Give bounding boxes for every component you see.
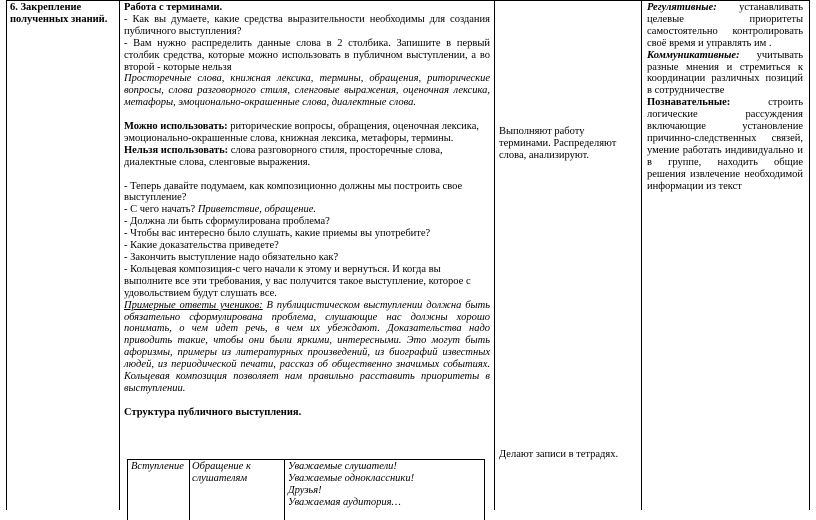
question: - Как вы думаете, какие средства выразительности необходимы для создания публичного выступления? — [124, 13, 490, 37]
question: - Чтобы вас интересно было слушать, какие приемы вы употребите? — [124, 228, 431, 240]
column-divider — [494, 0, 495, 510]
example-line: Друзья! — [288, 484, 322, 496]
example-line: Уважаемые одноклассники! — [288, 472, 415, 484]
regulative-text: устанавливать целевые приоритеты самостоятельно контролировать своё время и управлять им . — [647, 2, 803, 49]
forbidden-label: Нельзя использовать: — [124, 144, 229, 156]
column-divider — [119, 0, 120, 510]
stage-title: 6. Закрепление полученных знаний. — [10, 2, 108, 25]
forbidden-words — [124, 145, 490, 169]
cognitive-uud — [647, 97, 803, 192]
example-line: Уважаемые слушатели! — [288, 461, 397, 472]
question: - Теперь давайте подумаем, как композиционно должны мы построить свое выступление? — [124, 180, 463, 204]
allowed-text: риторические вопросы, обращения, оценочная лексика, эмоционально-окрашенные слова, книжная лексика, метафоры, термины. — [124, 121, 479, 144]
column-divider — [641, 0, 642, 510]
question: - Кольцевая композиция-с чего начали к этому и вернуться. И когда вы выполните все эти требования, у вас получится такое выступление, которое с удовольствием будут слушать все. — [124, 263, 471, 299]
task-instruction: - Вам нужно распределить данные слова в 2 столбика. Запишите в первый столбик средства, которые можно использовать в публичном выступлении, а во второй - которые нельзя — [124, 37, 490, 73]
question: - Закончить выступление надо обязательно как? — [124, 252, 339, 263]
communicative-text: учитывать разные мнения и стремиться к координации различных позиций в сотрудничестве — [647, 49, 803, 97]
section-heading: Работа с терминами. — [124, 2, 223, 13]
table-right-border — [809, 0, 810, 510]
regulative-label: Регулятивные: — [647, 2, 717, 13]
question-text: - С чего начать? — [124, 204, 198, 216]
allowed-words — [124, 121, 490, 145]
sample-answers — [124, 300, 490, 395]
student-activity-cell — [499, 449, 629, 461]
sample-answers-label: Примерные ответы учеников: — [124, 299, 263, 311]
structure-element: Обращение к слушателям — [192, 461, 251, 484]
question-answer: Приветствие, обращение. — [197, 204, 317, 216]
forbidden-text: слова разговорного стиля, просторечные слова, диалектные слова, сленговые выражения. — [124, 144, 443, 168]
question — [124, 204, 490, 216]
sample-answers-text: В публицистическом выступлении должна быть обязательно сформулирована проблема, слушающие нас должны хорошо понимать, о чем идет речь, в чем их убеждают. Доказательства надо приводить такие, чтобы они были яркими, интересными. Это могут быть афоризмы, примеры из литературных произведений, из биографий известных людей, из периодической печати, рассказ об общественно значимых событиях. Кольцевая композиция позволяет нам правильно расставить приоритеты в выступлении. — [124, 299, 491, 394]
question: - Должна ли быть сформулирована проблема? — [124, 216, 330, 228]
table-top-border — [6, 0, 810, 1]
structure-table — [123, 459, 490, 519]
communicative-label: Коммуникативные: — [647, 49, 740, 61]
teacher-activity-cell — [124, 2, 490, 419]
question: - Какие доказательства приведете? — [124, 240, 279, 252]
regulative-uud — [647, 2, 803, 50]
example-line: Уважаемая аудитория… — [288, 496, 401, 508]
table-left-border — [6, 0, 7, 510]
word-list: Просторечные слова, книжная лексика, термины, обращения, риторические вопросы, слова разговорного стиля, сленговые выражения, оценочная лексика, метафоры, эмоционально-окрашенные слова, диалектные слова. — [124, 73, 490, 109]
communicative-uud — [647, 50, 803, 98]
student-activity-cell — [499, 126, 629, 162]
uud-cell — [647, 2, 803, 193]
cognitive-label: Познавательные: — [647, 97, 731, 109]
stage-cell — [10, 2, 110, 26]
structure-heading: Структура публичного выступления. — [124, 406, 302, 418]
structure-part: Вступление — [131, 461, 184, 472]
structure-examples — [288, 461, 482, 509]
student-activity: Выполняют работу терминами. Распределяют слова, анализируют. — [499, 126, 617, 161]
allowed-label: Можно использовать: — [124, 121, 228, 133]
cognitive-text: строить логические рассуждения включающие установление причинно-следственных связей, умение работать индивидуально и в группе, находить общие решения извлечение необходимой информации из текст — [647, 97, 803, 192]
student-activity: Делают записи в тетрадях. — [499, 449, 619, 460]
